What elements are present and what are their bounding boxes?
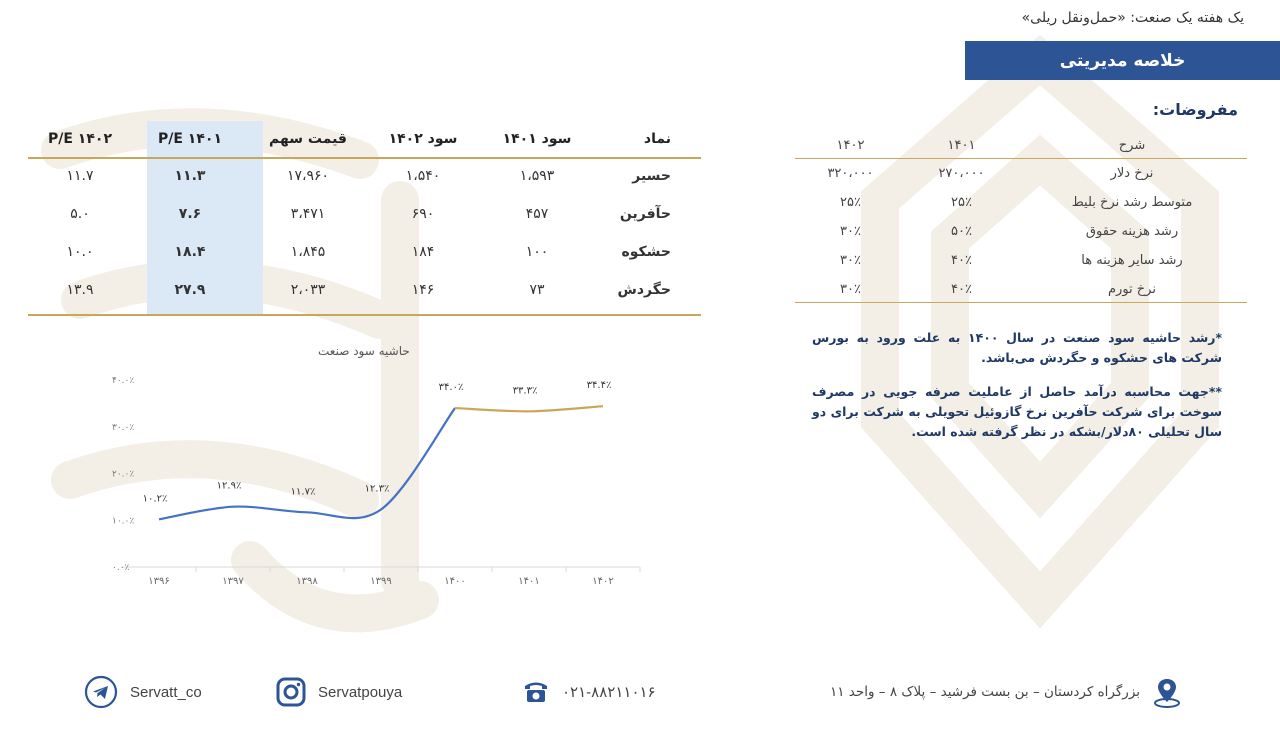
profit-1401-cell: ۱،۵۹۳ — [519, 168, 555, 184]
series-line-0 — [159, 408, 455, 519]
assumption-value-1401: ۵۰٪ — [951, 224, 972, 239]
profit-1402-cell: ۱۸۴ — [411, 244, 435, 260]
assumption-value-1402: ۳۰٪ — [840, 282, 861, 297]
valuation-table — [28, 121, 701, 309]
page-subtitle: یک هفته یک صنعت: «حمل‌ونقل ریلی» — [1021, 10, 1244, 26]
profit-1401-cell: ۱۰۰ — [525, 244, 549, 260]
valuation-bottom-rule — [28, 314, 701, 316]
assumption-value-1401: ۲۵٪ — [951, 195, 972, 210]
assumption-value-1402: ۳۰٪ — [840, 224, 861, 239]
assumption-value-1401: ۴۰٪ — [951, 282, 972, 297]
x-tick-label: ۱۴۰۰ — [444, 576, 466, 587]
assumption-desc: رشد هزینه حقوق — [1085, 224, 1179, 239]
section-title-banner: خلاصه مدیریتی — [965, 41, 1280, 80]
assumption-value-1402: ۲۵٪ — [840, 195, 861, 210]
assumptions-table — [795, 132, 1247, 304]
phone-contact[interactable] — [522, 670, 656, 714]
pe-1401-cell: ۷.۶ — [178, 206, 202, 222]
column-header: ۱۴۰۱ — [947, 137, 976, 153]
series-line-1 — [455, 406, 603, 411]
y-tick-label: ۱۰.۰٪ — [112, 516, 135, 527]
assumptions-heading: مفروضات: — [1152, 100, 1238, 119]
assumption-desc: رشد سایر هزینه ها — [1081, 253, 1183, 268]
table-row — [795, 217, 1247, 246]
note-2: **جهت محاسبه درآمد حاصل از عاملیت صرفه جویی در مصرف سوخت برای شرکت حآفرین نرخ گازوئیل تحویلی به شرکت برای دو سال تحلیلی ۸۰دلار/بشکه در نظر گرفته شده است. — [812, 384, 1222, 439]
y-tick-label: ۲۰.۰٪ — [112, 469, 135, 480]
assumption-desc: متوسط رشد نرخ بلیط — [1071, 195, 1193, 210]
table-row — [28, 233, 701, 271]
column-header: ۱۴۰۲ — [836, 137, 865, 153]
data-label: ۳۴.۴٪ — [586, 380, 612, 392]
column-header: سود ۱۴۰۲ — [388, 131, 458, 147]
profit-1401-cell: ۷۳ — [529, 282, 545, 298]
pe-1401-cell: ۲۷.۹ — [174, 282, 206, 298]
y-tick-label: ۴۰.۰٪ — [112, 376, 135, 386]
note-1: *رشد حاشیه سود صنعت در سال ۱۴۰۰ به علت ورود به بورس شرکت های حشکوه و حگردش می‌باشد. — [812, 330, 1222, 365]
data-label: ۱۰.۲٪ — [142, 493, 168, 505]
x-tick-label: ۱۳۹۶ — [148, 576, 170, 587]
address-text: بزرگراه کردستان – بن بست فرشید – پلاک ۸ – واحد ۱۱ — [830, 684, 1141, 700]
price-cell: ۲،۰۳۳ — [290, 282, 326, 298]
assumptions-bottom-rule — [795, 302, 1247, 303]
column-header: قیمت سهم — [269, 131, 347, 147]
x-tick-label: ۱۳۹۸ — [296, 576, 318, 587]
data-label: ۱۱.۷٪ — [290, 486, 316, 498]
price-cell: ۳،۴۷۱ — [290, 206, 326, 222]
symbol-cell: حشکوه — [621, 244, 671, 260]
chart-title: حاشیه سود صنعت — [318, 344, 410, 358]
x-tick-label: ۱۴۰۲ — [592, 576, 614, 587]
assumption-desc: نرخ دلار — [1110, 166, 1154, 181]
column-header: P/E ۱۴۰۲ — [48, 131, 112, 147]
column-header: نماد — [643, 131, 671, 147]
instagram-contact[interactable] — [276, 670, 402, 714]
valuation-header-rule — [28, 157, 701, 159]
phone-number: ۰۲۱-۸۸۲۱۱۰۱۶ — [562, 684, 656, 701]
telegram-handle: Servatt_co — [130, 683, 202, 701]
assumption-desc: نرخ تورم — [1108, 282, 1156, 297]
profit-margin-chart — [60, 360, 660, 600]
table-row — [28, 271, 701, 309]
x-tick-label: ۱۳۹۷ — [222, 576, 244, 587]
data-label: ۳۴.۰٪ — [438, 382, 464, 394]
y-tick-label: ۰.۰٪ — [112, 563, 130, 573]
data-label: ۱۲.۹٪ — [216, 480, 242, 492]
price-cell: ۱۷،۹۶۰ — [286, 168, 330, 184]
pe-1402-cell: ۵.۰ — [70, 206, 90, 222]
table-row — [795, 275, 1247, 304]
pe-1401-cell: ۱۱.۳ — [174, 168, 206, 184]
instagram-handle: Servatpouya — [318, 683, 403, 701]
table-row — [795, 159, 1247, 188]
address-contact — [830, 670, 1182, 714]
pe-1402-cell: ۱۰.۰ — [66, 244, 94, 260]
y-tick-label: ۳۰.۰٪ — [112, 422, 135, 433]
assumption-value-1401: ۲۷۰،۰۰۰ — [938, 166, 985, 181]
column-header: سود ۱۴۰۱ — [502, 131, 572, 147]
data-label: ۳۳.۳٪ — [512, 385, 538, 397]
symbol-cell: حآفرین — [619, 206, 671, 222]
table-row — [28, 195, 701, 233]
profit-1402-cell: ۱،۵۴۰ — [405, 168, 441, 184]
pe-1402-cell: ۱۱.۷ — [66, 168, 94, 184]
assumption-value-1402: ۳۰٪ — [840, 253, 861, 268]
assumption-value-1402: ۳۲۰،۰۰۰ — [827, 166, 874, 181]
assumption-value-1401: ۴۰٪ — [951, 253, 972, 268]
pe-1402-cell: ۱۳.۹ — [66, 282, 94, 298]
table-row — [795, 246, 1247, 275]
symbol-cell: حسیر — [632, 168, 671, 184]
notes-block — [812, 328, 1222, 456]
symbol-cell: حگردش — [617, 282, 671, 298]
table-row — [28, 157, 701, 195]
valuation-header-row — [28, 121, 701, 157]
telegram-contact[interactable] — [84, 670, 202, 714]
profit-1401-cell: ۴۵۷ — [525, 206, 549, 222]
data-label: ۱۲.۳٪ — [364, 483, 390, 495]
footer — [0, 670, 1280, 714]
table-row — [795, 188, 1247, 217]
profit-1402-cell: ۶۹۰ — [411, 206, 435, 222]
column-header: P/E ۱۴۰۱ — [158, 131, 222, 147]
x-tick-label: ۱۴۰۱ — [518, 576, 540, 587]
instagram-icon — [276, 677, 306, 707]
x-tick-label: ۱۳۹۹ — [370, 576, 392, 587]
telegram-icon — [84, 675, 118, 709]
profit-1402-cell: ۱۴۶ — [411, 282, 435, 298]
location-icon — [1152, 676, 1182, 708]
pe-1401-cell: ۱۸.۴ — [174, 244, 206, 260]
price-cell: ۱،۸۴۵ — [290, 244, 326, 260]
column-header: شرح — [1118, 137, 1146, 153]
assumptions-header-row — [795, 132, 1247, 159]
phone-icon — [522, 678, 550, 706]
